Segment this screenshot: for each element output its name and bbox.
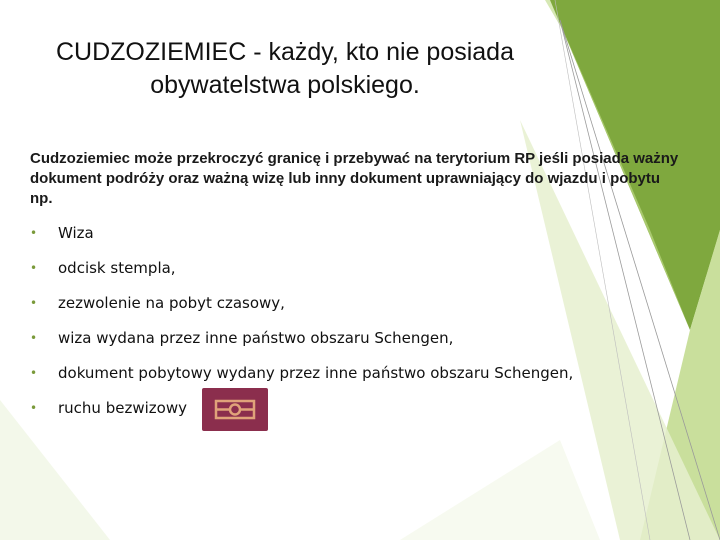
list-item-text: Wiza (58, 224, 94, 242)
bullet-icon: • (30, 226, 38, 240)
list-item (30, 257, 630, 292)
bullet-icon: • (30, 261, 38, 275)
intro-text: Cudzoziemiec może przekroczyć granicę i przebywać na terytorium RP jeśli posiada ważny dokument podróży oraz ważną wizę lub inny dokument uprawniający do wjazdu i pobytu np. (30, 150, 679, 207)
bullet-list (30, 222, 630, 432)
list-item (30, 292, 630, 327)
list-item-text: odcisk stempla, (58, 259, 176, 277)
list-item (30, 397, 630, 432)
list-item (30, 362, 630, 397)
action-button[interactable] (202, 388, 268, 431)
bullet-icon: • (30, 296, 38, 310)
list-item (30, 327, 630, 362)
slide-title: CUDZOZIEMIEC - każdy, kto nie posiada obywatelstwa polskiego. (55, 38, 514, 99)
bullet-icon: • (30, 401, 38, 415)
bullet-icon: • (30, 366, 38, 380)
list-item (30, 222, 630, 257)
list-item-text: zezwolenie na pobyt czasowy, (58, 294, 285, 312)
deco-shape-bottom-mid (400, 440, 600, 540)
bullet-icon: • (30, 331, 38, 345)
action-button-icon (202, 388, 268, 431)
list-item-text: wiza wydana przez inne państwo obszaru Schengen, (58, 329, 454, 347)
list-item-text: dokument pobytowy wydany przez inne państwo obszaru Schengen, (58, 364, 574, 382)
list-item-text: ruchu bezwizowy (58, 399, 187, 417)
